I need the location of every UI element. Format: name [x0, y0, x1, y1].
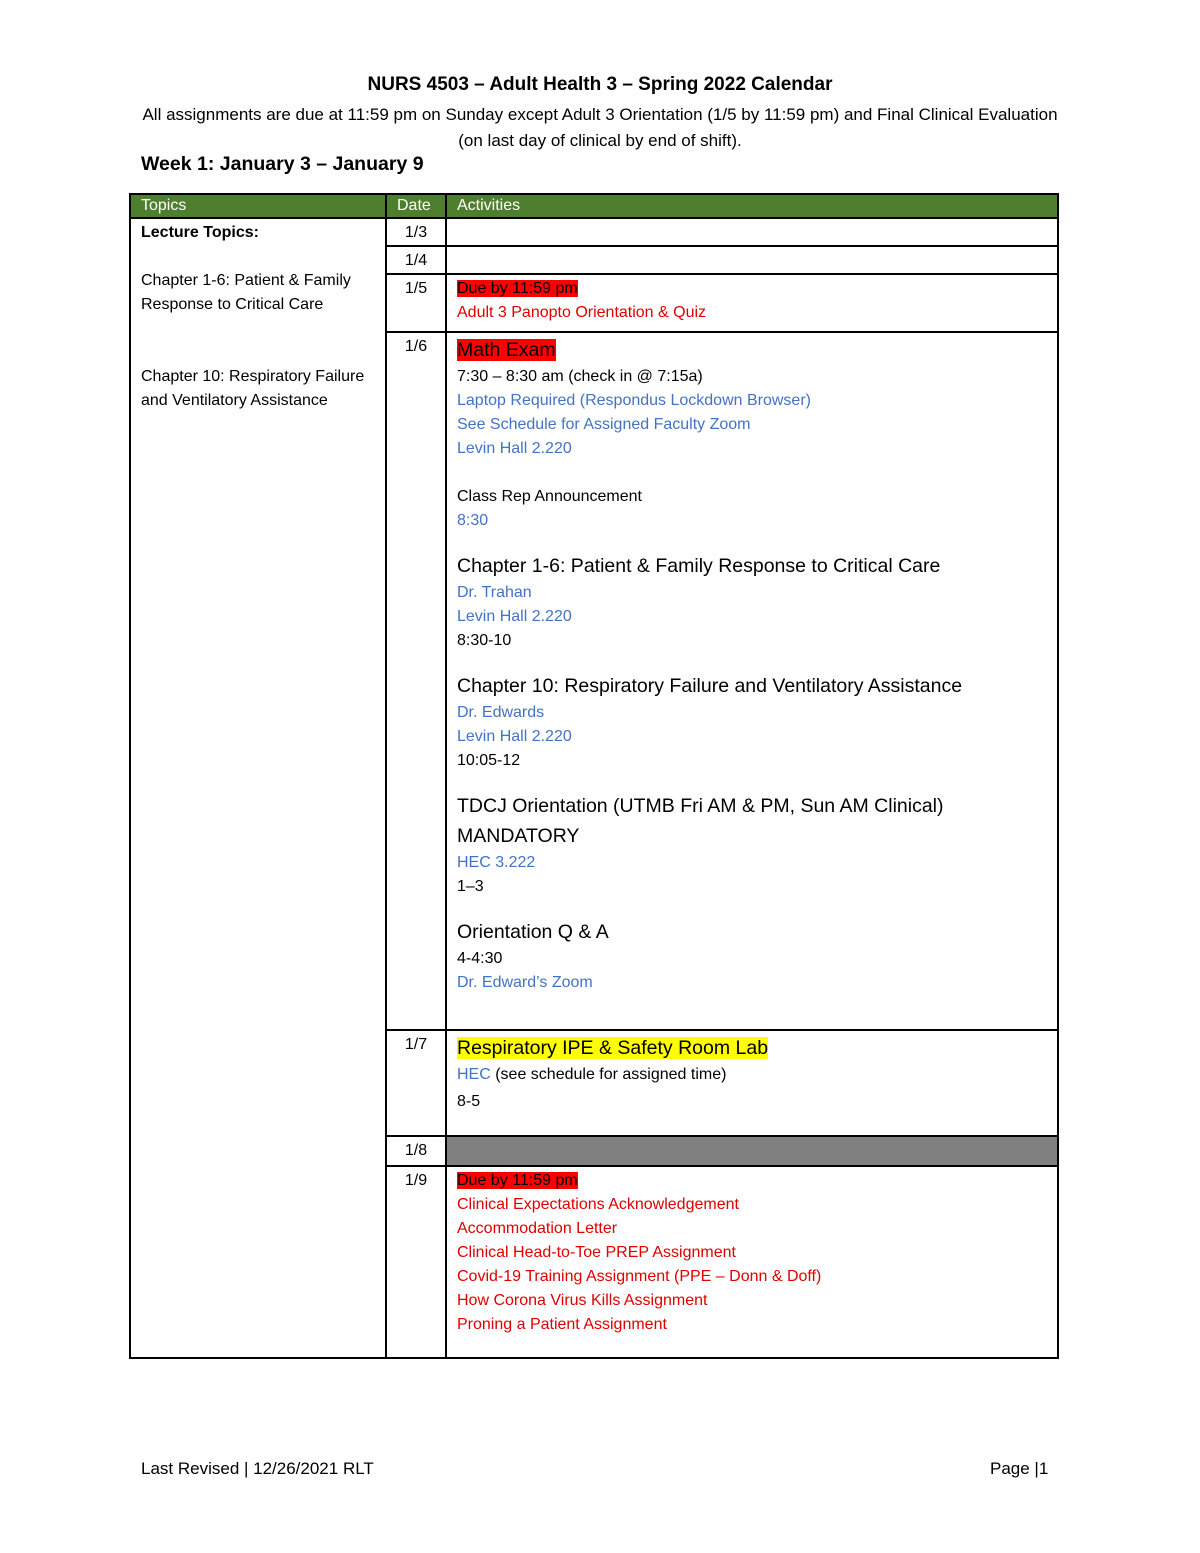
tdcj-time: 1–3 — [457, 878, 484, 895]
class-rep-time: 8:30 — [457, 512, 489, 529]
assignment-item: Covid-19 Training Assignment (PPE – Donn & Doff) — [457, 1268, 822, 1285]
table-row — [130, 218, 1058, 246]
topic-chapter-10: Chapter 10: Respiratory Failure and Ventilatory Assistance — [141, 368, 365, 409]
chapter-10-time: 10:05-12 — [457, 752, 521, 769]
chapter-10-title: Chapter 10: Respiratory Failure and Ventilatory Assistance — [457, 675, 963, 697]
activities-cell — [446, 246, 1058, 274]
last-revised: Last Revised | 12/26/2021 RLT — [141, 1459, 374, 1478]
header-topics: Topics — [130, 194, 386, 218]
tdcj-location: HEC 3.222 — [457, 854, 536, 871]
chapter-1-6-location: Levin Hall 2.220 — [457, 608, 572, 625]
orientation-qa-location: Dr. Edward’s Zoom — [457, 974, 593, 991]
header-date: Date — [386, 194, 446, 218]
math-exam-label: Math Exam — [457, 339, 556, 361]
date-cell: 1/5 — [386, 274, 446, 332]
orientation-qa-title: Orientation Q & A — [457, 921, 609, 943]
math-exam-location: Levin Hall 2.220 — [457, 440, 572, 457]
activities-cell — [446, 218, 1058, 246]
page-number: Page |1 — [990, 1459, 1049, 1478]
date-cell: 1/8 — [386, 1136, 446, 1166]
schedule-note: See Schedule for Assigned Faculty Zoom — [457, 416, 751, 433]
assignment-item: Clinical Head-to-Toe PREP Assignment — [457, 1244, 736, 1261]
assignment-item: How Corona Virus Kills Assignment — [457, 1292, 708, 1309]
lab-title: Respiratory IPE & Safety Room Lab — [457, 1037, 769, 1059]
activities-cell-blocked — [446, 1136, 1058, 1166]
due-label: Due by 11:59 pm — [457, 1172, 578, 1189]
activities-cell — [446, 1166, 1058, 1358]
activities-cell — [446, 332, 1058, 1030]
activities-cell — [446, 274, 1058, 332]
chapter-1-6-instructor: Dr. Trahan — [457, 584, 532, 601]
chapter-10-location: Levin Hall 2.220 — [457, 728, 572, 745]
date-cell: 1/6 — [386, 332, 446, 1030]
class-rep-label: Class Rep Announcement — [457, 488, 642, 505]
orientation-qa-time: 4-4:30 — [457, 950, 503, 967]
lecture-topics-label: Lecture Topics: — [141, 224, 259, 241]
header-activities: Activities — [446, 194, 1058, 218]
table-header-row — [130, 194, 1058, 218]
lab-location: HEC — [457, 1066, 491, 1083]
page-subtitle: All assignments are due at 11:59 pm on Sunday except Adult 3 Orientation (1/5 by 11:59 pm) and Final Clinical Evaluation (on last day of clinical by end of shift). — [142, 105, 1058, 150]
assignment-item: Clinical Expectations Acknowledgement — [457, 1196, 739, 1213]
activities-cell — [446, 1030, 1058, 1136]
tdcj-orientation-title: TDCJ Orientation (UTMB Fri AM & PM, Sun AM Clinical) — [457, 795, 944, 817]
assignment-item: Proning a Patient Assignment — [457, 1316, 667, 1333]
date-cell: 1/4 — [386, 246, 446, 274]
lab-note: (see schedule for assigned time) — [490, 1066, 727, 1083]
week-heading: Week 1: January 3 – January 9 — [141, 153, 424, 175]
chapter-1-6-time: 8:30-10 — [457, 632, 512, 649]
calendar-table — [129, 193, 1059, 1359]
chapter-10-instructor: Dr. Edwards — [457, 704, 545, 721]
assignment-item: Accommodation Letter — [457, 1220, 618, 1237]
laptop-note: Laptop Required (Respondus Lockdown Browser) — [457, 392, 811, 409]
tdcj-mandatory-label: MANDATORY — [457, 825, 580, 847]
topic-chapter-1-6: Chapter 1-6: Patient & Family Response to Critical Care — [141, 272, 351, 313]
date-cell: 1/7 — [386, 1030, 446, 1136]
lab-time: 8-5 — [457, 1093, 481, 1110]
assignment-item: Adult 3 Panopto Orientation & Quiz — [457, 304, 707, 321]
date-cell: 1/3 — [386, 218, 446, 246]
math-exam-time: 7:30 – 8:30 am (check in @ 7:15a) — [457, 368, 703, 385]
page-title: NURS 4503 – Adult Health 3 – Spring 2022 Calendar — [367, 74, 833, 95]
date-cell: 1/9 — [386, 1166, 446, 1358]
due-label: Due by 11:59 pm — [457, 280, 578, 297]
chapter-1-6-title: Chapter 1-6: Patient & Family Response to Critical Care — [457, 555, 941, 577]
topics-cell — [130, 218, 386, 1358]
